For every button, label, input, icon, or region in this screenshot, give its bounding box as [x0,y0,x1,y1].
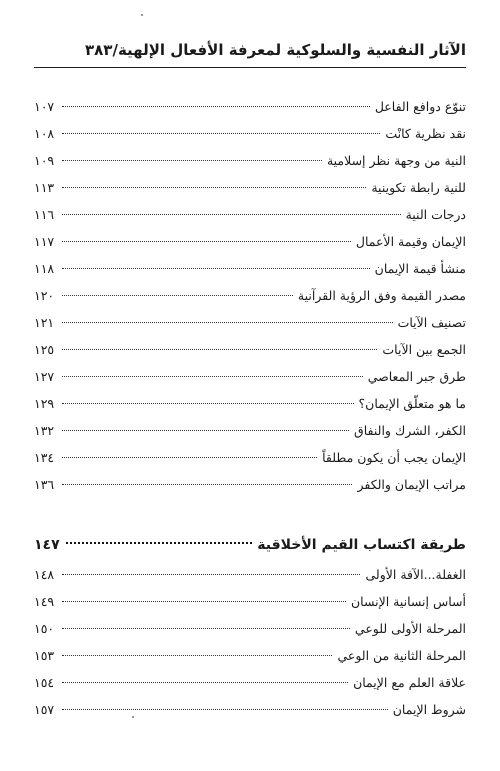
toc-entry-page: ١٢٠ [34,288,55,303]
section-title: طريقة اكتساب القيم الأخلاقية [257,537,466,553]
toc-entry [34,588,466,615]
toc-entry [34,561,466,588]
dot-leader [62,709,388,710]
toc-entry-page: ١٢٥ [34,342,55,357]
toc-entry-title: ما هو متعلّق الإيمان؟ [358,396,466,411]
dot-leader [62,655,332,656]
toc-entry [34,471,466,498]
toc-entry-title: الإيمان وقيمة الأعمال [355,234,466,249]
toc-entry-page: ١٣٢ [34,423,55,438]
toc-entry-page: ١٤٨ [34,567,55,582]
toc-entry-title: تصنيف الآيات [397,315,466,330]
toc-entry-title: مراتب الإيمان والكفر [357,477,466,492]
toc-entry [34,390,466,417]
toc-entry [34,615,466,642]
toc-entry [34,255,466,282]
toc-entry-title: للنية رابطة تكوينية [371,180,466,195]
section-entry [34,530,466,560]
dot-leader [62,484,352,485]
toc-list-1 [34,93,466,498]
scan-speck [132,716,134,718]
dot-leader [66,542,252,544]
toc-entry [34,444,466,471]
toc-entry-page: ١٣٦ [34,477,55,492]
toc-entry-title: الكفر، الشرك والنفاق [354,423,466,438]
dot-leader [62,241,351,242]
dot-leader [62,403,354,404]
toc-entry [34,93,466,120]
toc-entry-title: علاقة العلم مع الإيمان [353,675,466,690]
toc-entry-page: ١٤٩ [34,594,55,609]
dot-leader [62,682,348,683]
toc-entry-page: ١٠٧ [34,99,55,114]
toc-entry-page: ١٢٩ [34,396,55,411]
toc-entry [34,336,466,363]
toc-entry-page: ١٥٣ [34,648,55,663]
toc-entry-title: طرق جبر المعاصي [367,369,466,384]
toc-entry-page: ١٣٤ [34,450,55,465]
toc-entry [34,669,466,696]
toc-entry [34,363,466,390]
dot-leader [62,601,346,602]
toc-entry [34,228,466,255]
toc-entry-title: المرحلة الأولى للوعي [354,621,466,636]
toc-entry-title: منشأ قيمة الإيمان [374,261,466,276]
dot-leader [62,376,363,377]
dot-leader [62,106,370,107]
toc-list-2 [34,561,466,723]
toc-entry-title: أساس إنسانية الإنسان [350,594,466,609]
toc-entry-title: المرحلة الثانية من الوعي [337,648,466,663]
section-heading [34,530,466,560]
dot-leader [62,430,349,431]
toc-entry-page: ١٥٠ [34,621,55,636]
toc-entry-page: ١١٧ [34,234,55,249]
dot-leader [62,133,380,134]
dot-leader [62,268,370,269]
running-header: الآثار النفسية والسلوكية لمعرفة الأفعال الإلهية/٣٨٣ [85,41,466,59]
toc-entry-page: ١٥٤ [34,675,55,690]
toc-entry-page: ١٠٩ [34,153,55,168]
toc-entry [34,309,466,336]
toc-entry-title: مصدر القيمة وفق الرؤية القرآنية [297,288,466,303]
toc-entry-page: ١١٨ [34,261,55,276]
toc-entry-title: شروط الإيمان [392,702,466,717]
toc-entry-title: الإيمان يجب أن يكون مطلقاً [322,450,466,465]
dot-leader [62,574,360,575]
scan-speck [141,14,143,16]
toc-entry [34,147,466,174]
dot-leader [62,322,393,323]
toc-entry [34,417,466,444]
toc-entry [34,282,466,309]
toc-entry-page: ١١٦ [34,207,55,222]
toc-entry-title: درجات النية [405,207,466,222]
toc-entry-title: النية من وجهة نظر إسلامية [326,153,466,168]
toc-entry-title: الغفلة...الآفة الأولى [365,567,466,582]
toc-entry-page: ١٢٧ [34,369,55,384]
toc-entry-page: ١٠٨ [34,126,55,141]
header-rule [34,67,466,68]
toc-entry-page: ١١٣ [34,180,55,195]
dot-leader [62,295,293,296]
dot-leader [62,187,366,188]
toc-entry [34,174,466,201]
section-page: ١٤٧ [34,537,60,553]
dot-leader [62,349,377,350]
toc-entry [34,696,466,723]
dot-leader [62,457,317,458]
toc-entry [34,120,466,147]
toc-entry-title: نقد نظرية كانْت [385,126,466,141]
dot-leader [62,214,401,215]
toc-entry-title: تنوّع دوافع الفاعل [374,99,466,114]
dot-leader [62,628,350,629]
toc-entry [34,201,466,228]
toc-entry [34,642,466,669]
toc-entry-page: ١٥٧ [34,702,55,717]
toc-entry-title: الجمع بين الآيات [382,342,466,357]
dot-leader [62,160,322,161]
toc-entry-page: ١٢١ [34,315,55,330]
